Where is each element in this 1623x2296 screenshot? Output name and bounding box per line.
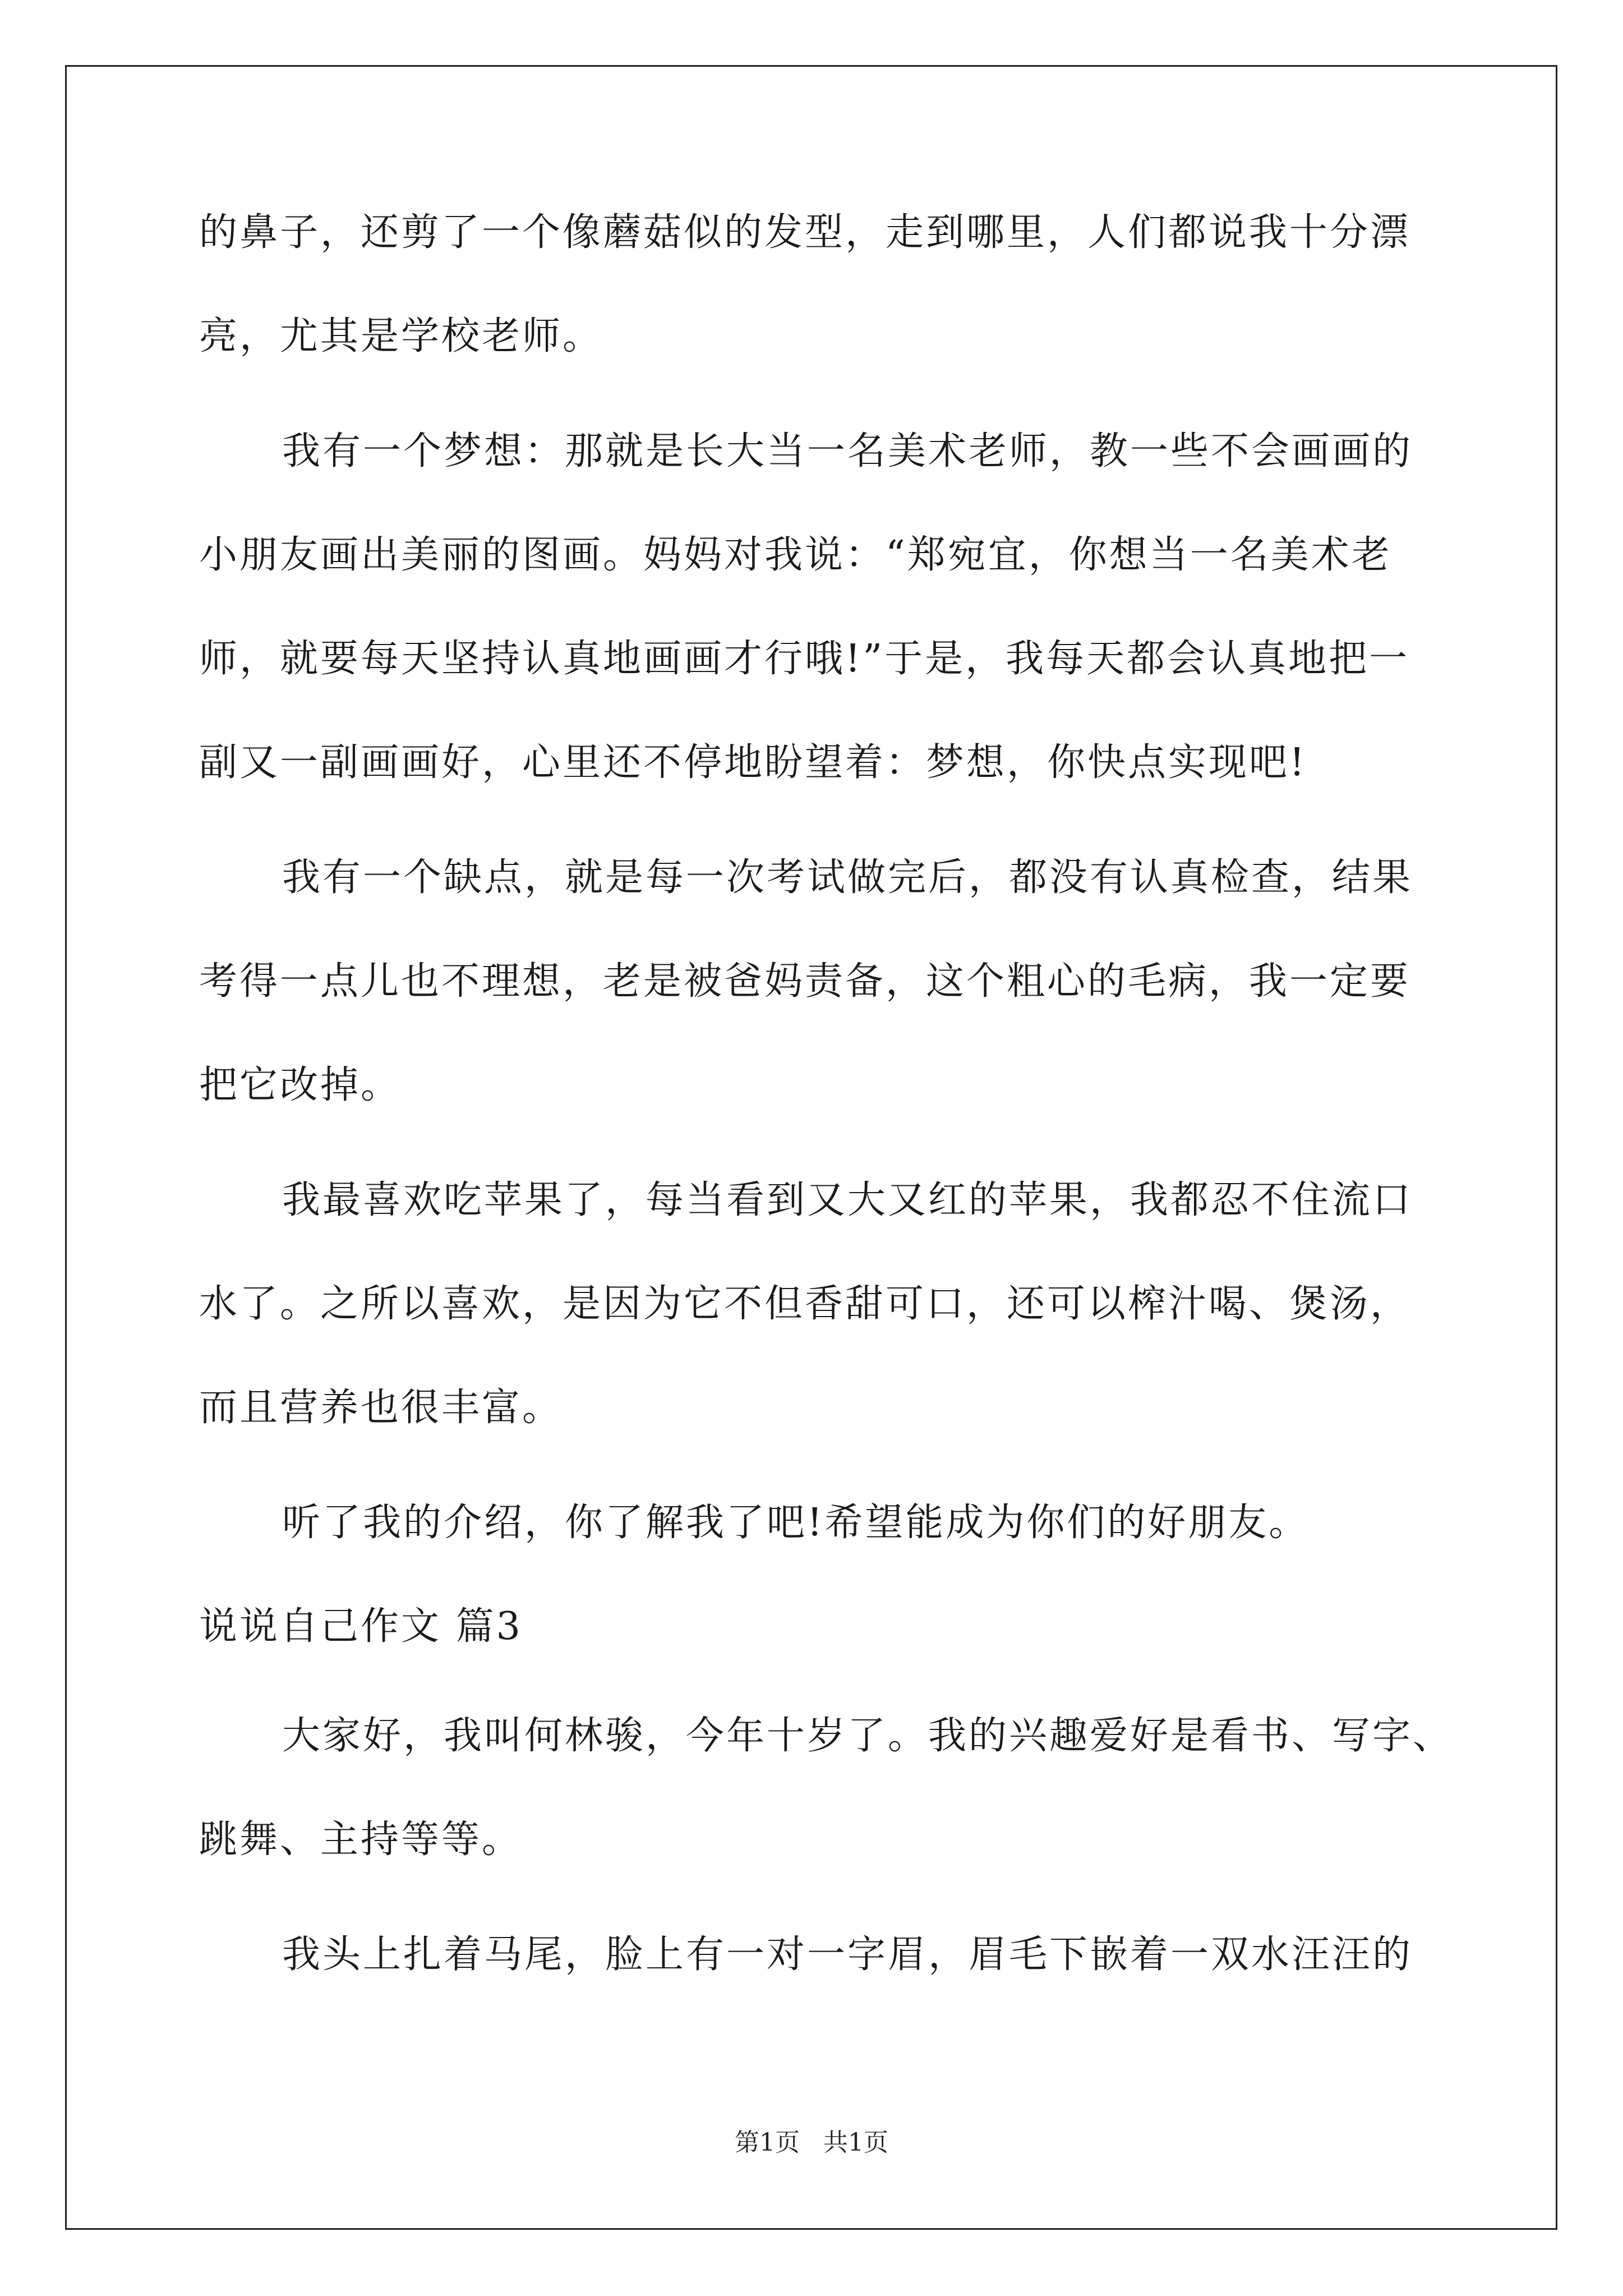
page-footer (0, 2126, 1623, 2160)
text-line: 考得一点儿也不理想，老是被爸妈责备，这个粗心的毛病，我一定要 (199, 959, 1411, 1004)
text-line: 跳舞、主持等等。 (199, 1818, 523, 1862)
paragraph-start-line: 我头上扎着马尾，脸上有一对一字眉，眉毛下嵌着一双水汪汪的 (282, 1932, 1413, 1977)
page-total: 共1页 (823, 2128, 888, 2157)
text-line: 而且营养也很丰富。 (199, 1386, 563, 1430)
paragraph-start-line: 我有一个梦想：那就是长大当一名美术老师，教一些不会画画的 (282, 429, 1413, 473)
text-line: 的鼻子，还剪了一个像蘑菇似的发型，走到哪里，人们都说我十分漂 (199, 210, 1411, 255)
text-line: 水了。之所以喜欢，是因为它不但香甜可口，还可以榨汁喝、煲汤， (199, 1282, 1411, 1326)
paragraph-start-line: 我有一个缺点，就是每一次考试做完后，都没有认真检查，结果 (282, 855, 1413, 900)
paragraph-start-line: 大家好，我叫何林骏，今年十岁了。我的兴趣爱好是看书、写字、 (282, 1714, 1454, 1758)
page-frame (65, 65, 1557, 2230)
text-line: 副又一副画画好，心里还不停地盼望着：梦想，你快点实现吧! (199, 740, 1307, 785)
text-line: 小朋友画出美丽的图画。妈妈对我说：“郑宛宜，你想当一名美术老 (199, 533, 1392, 577)
section-heading: 说说自己作文 篇3 (199, 1604, 523, 1649)
paragraph-start-line: 听了我的介绍，你了解我了吧!希望能成为你们的好朋友。 (282, 1501, 1310, 1545)
paragraph-start-line: 我最喜欢吃苹果了，每当看到又大又红的苹果，我都忍不住流口 (282, 1178, 1413, 1222)
text-line: 师，就要每天坚持认真地画画才行哦!”于是，我每天都会认真地把一 (199, 637, 1410, 681)
page-number: 第1页 (735, 2128, 800, 2157)
text-line: 亮，尤其是学校老师。 (199, 314, 603, 358)
text-line: 把它改掉。 (199, 1063, 402, 1107)
